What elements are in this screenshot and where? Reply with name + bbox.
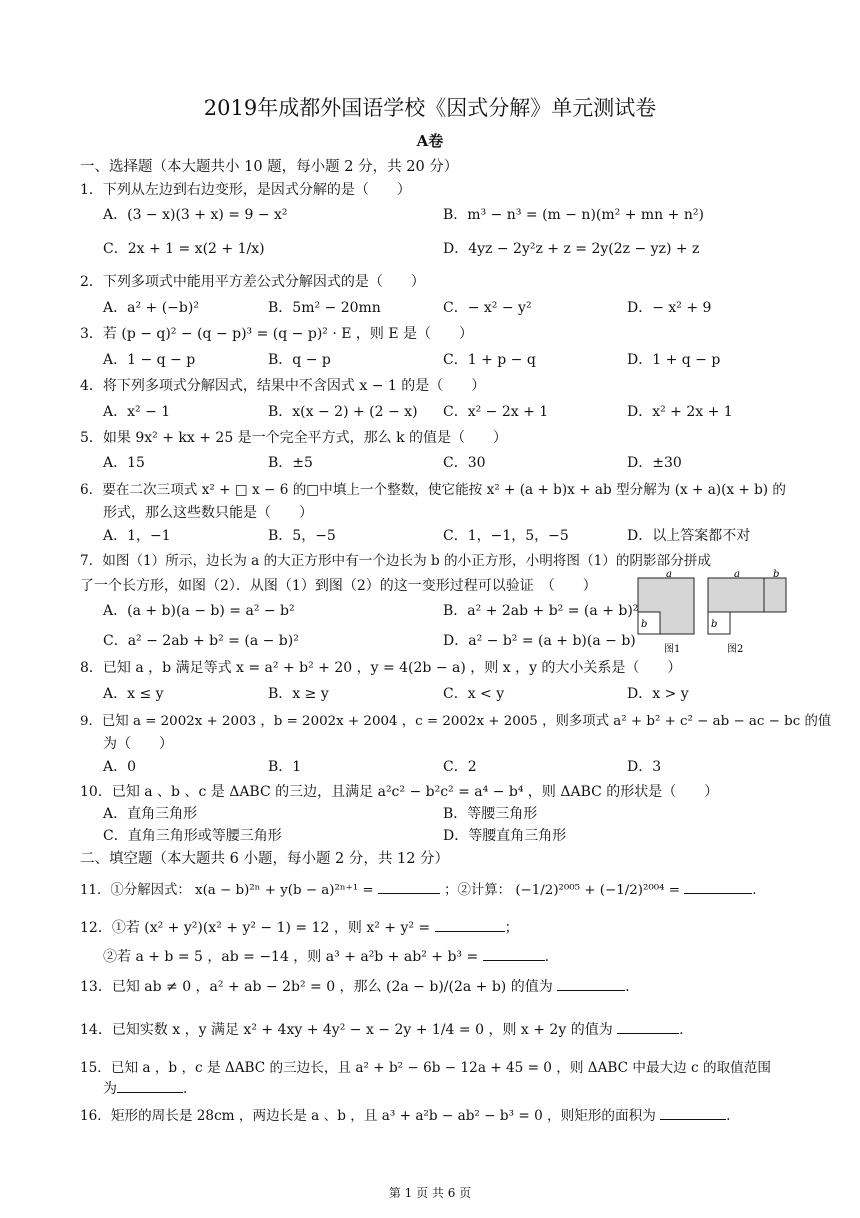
question-7-cont: 了一个长方形，如图（2）．从图（1）到图（2）的这一变形过程可以验证 （ ） [80,578,597,594]
q5-option-d: D．±30 [627,455,682,471]
fig2-caption: 图2 [727,644,744,655]
q3-option-d: D．1 + q − p [627,352,721,368]
q3-option-b: B．q − p [268,352,331,368]
question-15: 15．已知 a ，b ，c 是 ΔABC 的三边长，且 a² + b² − 6b − 12a + 45 = 0 ，则 ΔABC 中最大边 c 的取值范围 [80,1060,771,1076]
q1-option-d: D．4yz − 2y²z + z = 2y(2z − yz) + z [443,241,700,257]
q13-blank[interactable] [557,976,625,991]
q7-figure [630,566,795,660]
q4-option-d: D．x² + 2x + 1 [627,404,733,420]
q8-option-c: C．x < y [443,686,505,702]
q12-blank-2[interactable] [483,946,545,961]
q10-option-c: C．直角三角形或等腰三角形 [103,828,282,844]
q2-option-b: B．5m² − 20mn [268,300,381,316]
q12-part2-text: ②若 a + b = 5 ，ab = −14 ，则 a³ + a²b + ab² + b³ = [103,949,479,965]
section-heading-choice: 一、选择题（本大题共小 10 题，每小题 2 分，共 20 分） [80,159,459,175]
question-3: 3．若 (p − q)² − (q − p)³ = (q − p)² · E ，则 E 是（ ） [80,326,474,342]
question-4: 4．将下列多项式分解因式，结果中不含因式 x − 1 的是（ ） [80,378,486,394]
q7-option-b: B．a² + 2ab + b² = (a + b)² [443,603,639,619]
q2-option-d: D．− x² + 9 [627,300,712,316]
q6-option-b: B．5，−5 [268,528,336,544]
question-15-cont [103,1078,187,1098]
q12-blank-1[interactable] [435,917,505,932]
q15-wei: 为 [103,1081,117,1097]
question-11 [80,879,756,898]
question-8: 8．已知 a ，b 满足等式 x = a² + b² + 20 ，y = 4(2b − a) ，则 x ，y 的大小关系是（ ） [80,660,682,676]
section-heading-fill: 二、填空题（本大题共 6 小题，每小题 2 分，共 12 分） [80,851,450,867]
fig2-label-b: b [711,619,718,630]
q4-option-c: C．x² − 2x + 1 [443,404,549,420]
q9-option-a: A．0 [103,759,137,775]
q6-option-c: C．1，−1，5，−5 [443,528,569,544]
question-9: 9．已知 a = 2002x + 2003 ，b = 2002x + 2004 ，c = 2002x + 2005 ，则多项式 a² + b² + c² − ab − ac − bc 的值 [80,714,832,729]
fig2-label-b-top: b [773,569,780,580]
question-12-part2 [103,946,549,966]
q13-text: 13．已知 ab ≠ 0 ，a² + ab − 2b² = 0 ，那么 (2a − b)/(2a + b) 的值为 [80,979,553,995]
q12-end: ； [504,920,519,936]
question-6-cont: 形式，那么这些数只能是（ ） [103,505,313,521]
fig2-label-a: a [734,569,740,580]
q16-end: . [726,1108,731,1124]
q10-option-a: A．直角三角形 [103,806,198,822]
question-6: 6．要在二次三项式 x² + □ x − 6 的□中填上一个整数，使它能按 x² + (a + b)x + ab 型分解为 (x + a)(x + b) 的 [80,482,787,498]
q15-blank[interactable] [117,1078,183,1093]
q16-blank[interactable] [660,1105,726,1120]
q3-option-c: C．1 + p − q [443,352,536,368]
q11-blank-2[interactable] [684,879,752,894]
q7-option-d: D．a² − b² = (a + b)(a − b) [443,633,636,649]
q9-option-b: B．1 [268,759,302,775]
q9-option-d: D．3 [627,759,662,775]
q5-option-a: A．15 [103,455,145,471]
question-10: 10．已知 a 、b 、c 是 ΔABC 的三边，且满足 a²c² − b²c² = a⁴ − b⁴ ，则 ΔABC 的形状是（ ） [80,784,719,800]
question-16 [80,1104,730,1124]
question-13 [80,976,630,996]
q7-option-a: A．(a + b)(a − b) = a² − b² [103,603,295,619]
q3-option-a: A．1 − q − p [103,352,196,368]
question-14 [80,1019,684,1039]
q8-option-d: D．x > y [627,686,689,702]
page-footer: 第 1 页 共 6 页 [388,1186,472,1200]
q7-option-c: C．a² − 2ab + b² = (a − b)² [103,633,299,649]
q10-option-b: B．等腰三角形 [443,806,538,822]
q11-blank-1[interactable] [378,879,440,894]
q8-option-b: B．x ≥ y [268,686,329,702]
q4-option-a: A．x² − 1 [103,404,171,420]
q15-end: . [183,1081,188,1097]
q11-end: . [752,883,757,898]
q11-part1: 11．①分解因式： x(a − b)²ⁿ + y(b − a)²ⁿ⁺¹ = [80,883,374,898]
q13-end: . [625,979,630,995]
question-5: 5．如果 9x² + kx + 25 是一个完全平方式，那么 k 的值是（ ） [80,430,508,446]
fig1-label-b: b [641,619,648,630]
question-12 [80,917,519,937]
question-7: 7．如图（1）所示，边长为 a 的大正方形中有一个边长为 b 的小正方形，小明将图（1）的阴影部分拼成 [80,553,711,569]
q6-option-a: A．1，−1 [103,528,171,544]
question-9-cont: 为（ ） [103,736,173,752]
q10-option-d: D．等腰直角三角形 [443,828,567,844]
q14-blank[interactable] [617,1019,679,1034]
q9-option-c: C．2 [443,759,477,775]
q2-option-a: A．a² + (−b)² [103,300,199,316]
q8-option-a: A．x ≤ y [103,686,164,702]
fig1-caption: 图1 [664,644,681,655]
q5-option-c: C．30 [443,455,486,471]
q6-option-d: D．以上答案都不对 [627,528,751,544]
question-2: 2．下列多项式中能用平方差公式分解因式的是（ ） [80,274,425,290]
question-1: 1．下列从左边到右边变形，是因式分解的是（ ） [80,182,411,198]
q12-part2-end: . [544,949,550,965]
q1-option-c: C．2x + 1 = x(2 + 1/x) [103,241,265,257]
q4-option-b: B．x(x − 2) + (2 − x) [268,404,418,420]
q14-text: 14．已知实数 x ，y 满足 x² + 4xy + 4y² − x − 2y + 1/4 = 0 ，则 x + 2y 的值为 [80,1022,613,1038]
q14-end: . [679,1022,684,1038]
q1-option-b: B．m³ − n³ = (m − n)(m² + mn + n²) [443,207,704,223]
figure-1-diagram [638,569,694,655]
q1-option-a: A．(3 − x)(3 + x) = 9 − x² [103,207,288,223]
q5-option-b: B．±5 [268,455,313,471]
q16-text: 16．矩形的周长是 28cm ，两边长是 a 、b ，且 a³ + a²b − ab² − b³ = 0 ，则矩形的面积为 [80,1108,656,1124]
figure-2-diagram [708,569,786,655]
q2-option-c: C．− x² − y² [443,300,532,316]
q12-part1: 12．①若 (x² + y²)(x² + y² − 1) = 12 ，则 x² + y² = [80,920,431,936]
volume-label: A卷 [416,132,444,150]
page-title: 2019年成都外国语学校《因式分解》单元测试卷 [203,96,657,120]
q11-part2: ；②计算： (−1/2)²⁰⁰⁵ + (−1/2)²⁰⁰⁴ = [444,883,680,898]
fig1-label-a: a [666,569,672,580]
